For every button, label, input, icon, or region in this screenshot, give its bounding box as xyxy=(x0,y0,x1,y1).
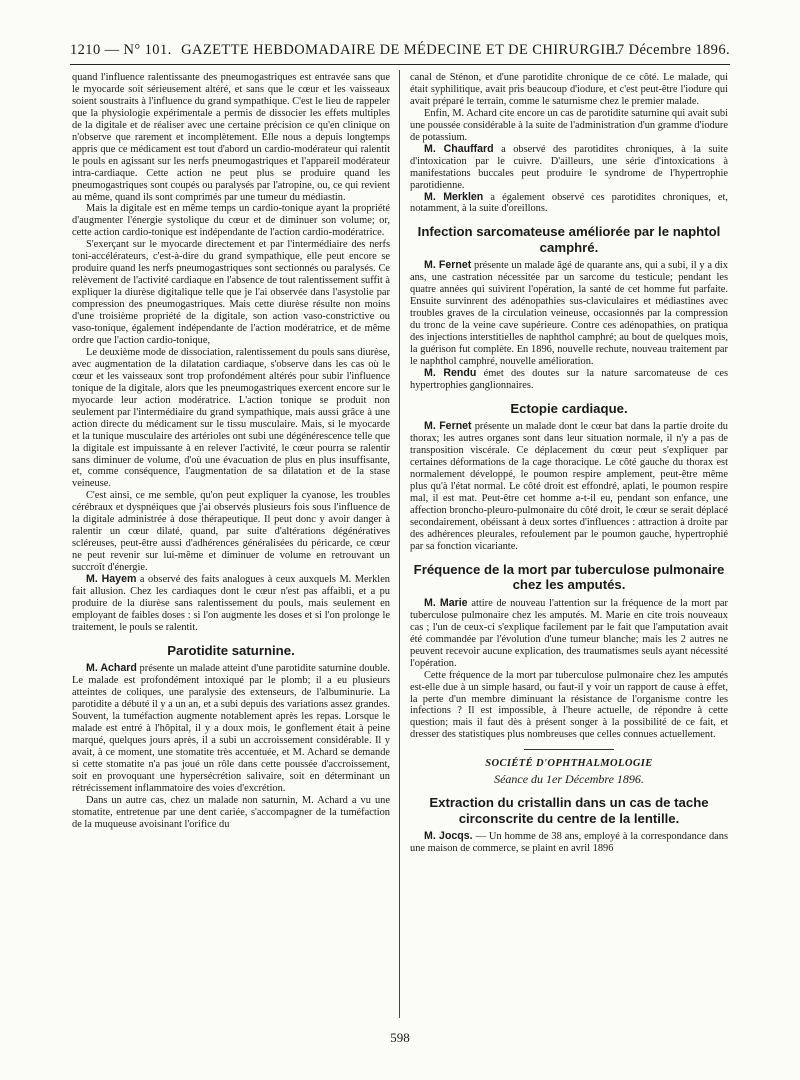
paragraph-text: a observé des faits analogues à ceux auxquels M. Merklen fait allusion. Chez les cardiaques dont le cœur n'est pas affaibli, et a pu produire de la diurèse sans ralentissement du pouls, mais seulement en employant de faibles doses : si l'on augmente les doses et si l'on prolonge le traitement, le pouls se ralentit. xyxy=(72,574,390,633)
running-head xyxy=(70,42,730,62)
paragraph-text: — Un homme de 38 ans, employé à la correspondance dans une maison de commerce, se plaint en avril 1896 xyxy=(410,831,728,855)
section-title: Fréquence de la mort par tuberculose pulmonaire chez les amputés. xyxy=(413,561,725,593)
paragraph: S'exerçant sur le myocarde directement et par l'intermédiaire des nerfs toni-accélérateurs, c'est-à-dire du grand sympathique, elle peut encore se produire quand les nerfs pneumogastriques sont sectionnés ou paralysés. Ce relèvement de l'activité cardiaque en l'absence de tout ralentissement suffit à expliquer la diurèse digitalique telle que je l'ai observée dans l'asystolie par compression des pneumogastriques. Mais cette diurèse résulte non moins d'une troisième propriété de la digitale, son action vaso-constrictive ou vaso-tonique, également indépendante de l'action modératrice, et de même ordre que l'action cardio-tonique, xyxy=(72,239,390,346)
speaker-name: M. Chauffard xyxy=(424,142,494,155)
paragraph: Enfin, M. Achard cite encore un cas de parotidite saturnine qui avait subi une poussée considérable à la suite de l'administration d'un gramme d'iodure de potassium. xyxy=(410,107,728,143)
left-column xyxy=(72,72,390,831)
paragraph-text: a observé des parotidites chroniques, à la suite d'intoxication par le cuivre. D'ailleurs, une série d'intoxications à manifestations buccales peut produire le syndrome de l'hypertrophie parotidienne. xyxy=(410,143,728,191)
section-title: Ectopie cardiaque. xyxy=(510,400,628,416)
paragraph-hayem xyxy=(72,574,390,634)
paragraph-fernet xyxy=(410,260,728,368)
issue-date: 17 Décembre 1896. xyxy=(609,42,730,58)
column-divider xyxy=(399,70,400,1018)
page-number-header: 1210 — N° 101. xyxy=(70,42,172,58)
paragraph-chauffard xyxy=(410,144,728,192)
page-number: 598 xyxy=(390,1030,410,1045)
paragraph: Le deuxième mode de dissociation, ralentissement du pouls sans diurèse, avec augmentation de la dilatation cardiaque, s'observe dans les cas où le cœur et les vaisseaux sont trop profondément altérés pour subir l'influence tonique de la digitale, alors que les pneumogastriques exercent encore sur le myocarde leur action modératrice. L'action tonique se produit non seulement par l'intermédiaire du grand sympathique, mais aussi grâce à une action directe du médicament sur le tissu musculaire. Mais, si le myocarde et la tunique musculaire des artérioles ont subi une dégénérescence telle que la digitale est impuissante à en relever l'activité, le cœur pourra se ralentir sans diminuer de volume, d'où une évacuation de plus en plus insuffisante, et, comme conséquence, l'augmentation de sa dilatation et de la stase veineuse. xyxy=(72,346,390,490)
paragraph: Dans un autre cas, chez un malade non saturnin, M. Achard a vu une stomatite, entretenue par une dent cariée, s'accompagner de la tuméfaction de la muqueuse avoisinant l'orifice du xyxy=(72,794,390,830)
paragraph-achard xyxy=(72,663,390,794)
paragraph-merklen xyxy=(410,192,728,216)
paragraph-text: attire de nouveau l'attention sur la fréquence de la mort par tuberculose pulmonaire chez les amputés. M. Marie en cite trois nouveaux cas ; l'un de ceux-ci s'explique facilement par le fait que l'amputation avait été commandée par l'évolution d'une tumeur blanche; mais les 2 autres ne peuvent recevoir aucune explication, des traumatismes seuls ayant nécessité l'opération. xyxy=(410,597,728,669)
paragraph-rendu xyxy=(410,368,728,392)
right-column xyxy=(410,72,728,855)
paragraph-fernet-2 xyxy=(410,421,728,552)
paragraph-text: émet des doutes sur la nature sarcomateuse de ces hypertrophies ganglionnaires. xyxy=(410,368,728,391)
speaker-name: M. Fernet xyxy=(424,420,472,433)
journal-title: GAZETTE HEBDOMADAIRE DE MÉDECINE ET DE CHIRURGIE. xyxy=(181,42,619,58)
speaker-name: M. Merklen xyxy=(424,190,484,203)
paragraph-jocqs xyxy=(410,831,728,855)
section-title: Parotidite saturnine. xyxy=(167,642,295,658)
speaker-name: M. Marie xyxy=(424,596,468,609)
paragraph-text: présente un malade âgé de quarante ans, qui a subi, il y a dix ans, une castration nécessitée par un sarcome du testicule; pendant les quatre années qui suivirent l'opération, la santé de cet homme fut parfaite. Ensuite survinrent des adénopathies sus-claviculaires et médiastines avec troubles graves de la circulation veineuse, occasionnés par la compression du tronc de la veine cave supérieure. Contre ces adénopathies, on pratiqua des injections interstitielles de naphthol camphré; au bout de quelques mois, la guérison fut complète. En 1896, nouvelle rechute, nouveau traitement par le naphthol camphré, nouvelle amélioration. xyxy=(410,260,728,368)
speaker-name: M. Rendu xyxy=(424,367,477,380)
session-date: Séance du 1er Décembre 1896. xyxy=(494,772,644,787)
speaker-name: M. Achard xyxy=(86,662,137,675)
section-separator xyxy=(524,749,614,750)
paragraph-text: présente un malade atteint d'une parotidite saturnine double. Le malade est profondément intoxiqué par le plomb; il a eu plusieurs atteintes de coliques, une paralysie des extenseurs, de l'albuminurie. La parotidite a débuté il y a un an, et a subi depuis des variations assez grandes. Souvent, la tuméfaction augmente notablement après les repas. Lorsque le malade est entré à l'hôpital, il y a doux mois, le gonflement était à peine marqué, quelques jours après, il a subi un accroissement considérable. Il y avait, à ce moment, une stomatite très accentuée, et M. Achard se demande si cette stomatite n'a pas joué un rôle dans cette poussée d'accroissement, soit en provoquant une hypersécrétion salivaire, soit en déterminant un rétrécissement inflammatoire des voies d'excrétion. xyxy=(72,663,390,794)
speaker-name: M. Hayem xyxy=(86,573,137,586)
paragraph-marie xyxy=(410,598,728,670)
society-heading: SOCIÉTÉ D'OPHTHALMOLOGIE xyxy=(485,758,653,770)
speaker-name: M. Jocqs. xyxy=(424,830,473,843)
header-rule xyxy=(70,64,730,65)
section-title: Infection sarcomateuse améliorée par le naphtol camphré. xyxy=(417,224,721,255)
paragraph: C'est ainsi, ce me semble, qu'on peut expliquer la cyanose, les troubles cérébraux et dyspnéiques que j'ai observés plusieurs fois sous l'influence de la digitale administrée à dose thérapeutique. Il peut donc y avoir danger à ralentir un cœur dilaté, quand, par suite d'altérations dégénératives scléreuses, peut-être aussi d'adhérences généralisées du péricarde, ce cœur ne peut revenir sur lui-même et diminuer de volume en retrouvant un succroît d'énergie. xyxy=(72,490,390,574)
paragraph: Cette fréquence de la mort par tuberculose pulmonaire chez les amputés est-elle due à un simple hasard, ou faut-il y voir un rapport de cause à effet, la perte d'un membre diminuant la résistance de l'organisme contre les infections ? Il est impossible, à l'heure actuelle, de répondre à cette question; mais il faut dès à présent songer à la possibilité de ce fait, et dresser des statistiques plus nombreuses que celles connues actuellement. xyxy=(410,669,728,741)
section-title: Extraction du cristallin dans un cas de tache circonscrite du centre de la lentille. xyxy=(429,795,709,826)
paragraph: quand l'influence ralentissante des pneumogastriques est entravée sans que le myocarde soit sérieusement altéré, et sans que le cœur et les vaisseaux soient soustraits à l'influence du grand sympathique. C'est le lieu de rappeler que la physiologie expérimentale a permis de dissocier les effets multiples de la digitale et de réaliser avec une certaine précision ce qu'en clinique on n'observe que rarement et incomplètement. Elle nous a depuis longtemps appris que ce médicament est tout d'abord un cardio-modérateur qui ralentit le pouls en agissant sur les nerfs pneumogastriques et l'appareil modérateur intra-cardiaque. Cette action ne peut plus se produire quand les pneumogastriques sont coupés ou paralysés par l'atropine, ou, ce qui revient au même, quand ils sont comprimés par une tumeur du médiastin. xyxy=(72,72,390,203)
paragraph: Mais la digitale est en même temps un cardio-tonique ayant la propriété d'augmenter l'énergie systolique du cœur et de diminuer son volume; or, cette action cardio-tonique est indépendante de l'action cardio-modératrice. xyxy=(72,203,390,239)
paragraph: canal de Sténon, et d'une parotidite chronique de ce côté. Le malade, qui était syphilitique, avait pris beaucoup d'iodure, et c'est peut-être l'iodure qui avait préparé le terrain, comme le saturnisme chez le premier malade. xyxy=(410,72,728,107)
paragraph-text: présente un malade dont le cœur bat dans la partie droite du thorax; les autres organes sont dans leur situation normale, il n'y a pas de transposition viscérale. Ce déplacement du cœur peut s'expliquer par certaines déformations de la cage thoracique. Le côté gauche du thorax est normalement développé, le poumon respire amplement, peut-être même plus qu'à l'état normal. Le côté droit est effondré, aplati, le poumon respire mal, il est mat. Peut-être cet homme a-t-il eu, pendant son enfance, une affection broncho-pleuro-pulmonaire du côté droit, le cœur se serait déplacé secondairement, obéissant à deux sortes d'influences : attraction à droite par des adhérences pleurales, refoulement par le poumon gauche, hypertrophié par sa fonction vicariante. xyxy=(410,421,728,552)
paragraph-text: a également observé ces parotidites chroniques, et, notamment, à la suite d'oreillons. xyxy=(410,191,729,215)
speaker-name: M. Fernet xyxy=(424,259,472,272)
